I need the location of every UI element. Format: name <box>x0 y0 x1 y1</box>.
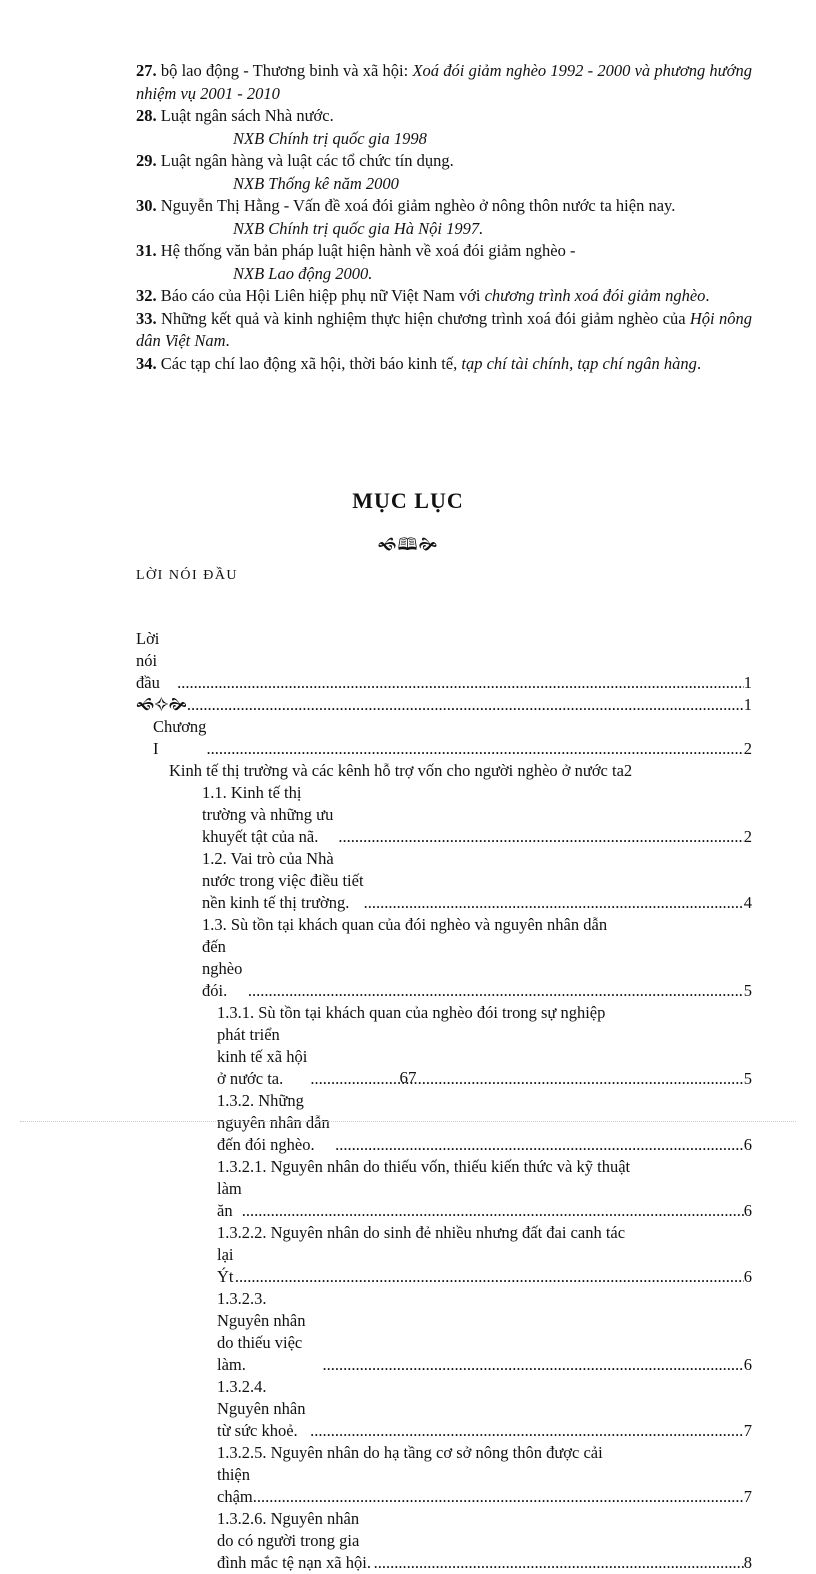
toc-entry[interactable]: 1.3.1. Sù tồn tại khách quan của nghèo đói trong sự nghiệp phát triển kinh tế xã hội ở nước ta. ..... 5 <box>136 1002 752 1090</box>
reference-publisher: NXB Lao động 2000. <box>233 263 373 283</box>
toc-entry-ornament[interactable]: 🙜✧🙞 ..... 1 <box>136 694 752 716</box>
reference-item: 27. bộ lao động - Thương binh và xã hội: Xoá đói giảm nghèo 1992 - 2000 và phương hướng nhiệm vụ 2001 - 2010 <box>136 61 752 103</box>
toc-entry[interactable]: Kinh tế thị trường và các kênh hỗ trợ vốn cho người nghèo ở nước ta 2 <box>169 761 633 780</box>
toc-entry[interactable]: 1.3.2.5. Nguyên nhân do hạ tầng cơ sở nông thôn được cải thiện chậm. ..... 7 <box>136 1442 752 1508</box>
reference-publisher: NXB Chính trị quốc gia 1998 <box>233 128 427 148</box>
reference-item: 28. Luật ngân sách Nhà nước. <box>136 106 334 125</box>
reference-item: 34. Các tạp chí lao động xã hội, thời báo kinh tế, tạp chí tài chính, tạp chí ngân hàng. <box>136 353 702 373</box>
toc-entry[interactable]: 1.3. Sù tồn tại khách quan của đói nghèo và nguyên nhân dẫn đến nghèo đói. ..... 5 <box>136 914 752 1002</box>
toc-entry[interactable]: 1.1. Kinh tế thị trường và những ưu khuyết tật của nã. ..... 2 <box>136 782 752 848</box>
toc-entry[interactable]: 1.3.2.1. Nguyên nhân do thiếu vốn, thiếu kiến thức và kỹ thuật làm ăn ..... 6 <box>136 1156 752 1222</box>
reference-publisher: NXB Thống kê năm 2000 <box>233 173 399 193</box>
toc-entry[interactable]: 1.3.2.3. Nguyên nhân do thiếu việc làm. ..... 6 <box>136 1288 752 1376</box>
toc-title: MỤC LỤC <box>352 488 464 513</box>
page-divider <box>20 1121 796 1122</box>
preface-heading: LỜI NÓI ĐẦU <box>136 568 239 583</box>
reference-item: 30. Nguyễn Thị Hằng - Vấn đề xoá đói giảm nghèo ở nông thôn nước ta hiện nay. <box>136 196 676 215</box>
toc-entry[interactable]: 1.3.2.4. Nguyên nhân từ sức khoẻ. ..... 7 <box>136 1376 752 1442</box>
toc-entry[interactable]: 1.3.2.6. Nguyên nhân do có người trong gia đình mắc tệ nạn xã hội. ..... 8 <box>136 1508 752 1574</box>
reference-list <box>136 60 752 375</box>
toc-entry[interactable]: 1.3.2.2. Nguyên nhân do sinh đẻ nhiều nhưng đất đai canh tác lại Ýt ..... 6 <box>136 1222 752 1288</box>
book-ornament-icon: 🙜🕮🙞 <box>377 535 439 554</box>
page-number: 67 <box>399 1068 417 1087</box>
table-of-contents <box>136 628 752 1574</box>
toc-entry[interactable]: 1.3.2. Những nguyên nhân dẫn đến đói nghèo. ..... 6 <box>136 1090 752 1156</box>
toc-entry[interactable]: Chương I ..... 2 <box>136 716 752 760</box>
toc-entry[interactable]: Lời nói đầu ..... 1 <box>136 628 752 694</box>
reference-publisher: NXB Chính trị quốc gia Hà Nội 1997. <box>233 218 484 238</box>
reference-item: 31. Hệ thống văn bản pháp luật hiện hành về xoá đói giảm nghèo - <box>136 241 576 260</box>
reference-item: 32. Báo cáo của Hội Liên hiệp phụ nữ Việt Nam với chương trình xoá đói giảm nghèo. <box>136 286 710 305</box>
toc-entry[interactable]: 1.2. Vai trò của Nhà nước trong việc điều tiết nền kinh tế thị trường. ..... 4 <box>136 848 752 914</box>
reference-item: 33. Những kết quả và kinh nghiệm thực hiện chương trình xoá đói giảm nghèo của Hội nông dân Việt Nam. <box>136 308 752 350</box>
reference-item: 29. Luật ngân hàng và luật các tổ chức tín dụng. <box>136 151 454 170</box>
